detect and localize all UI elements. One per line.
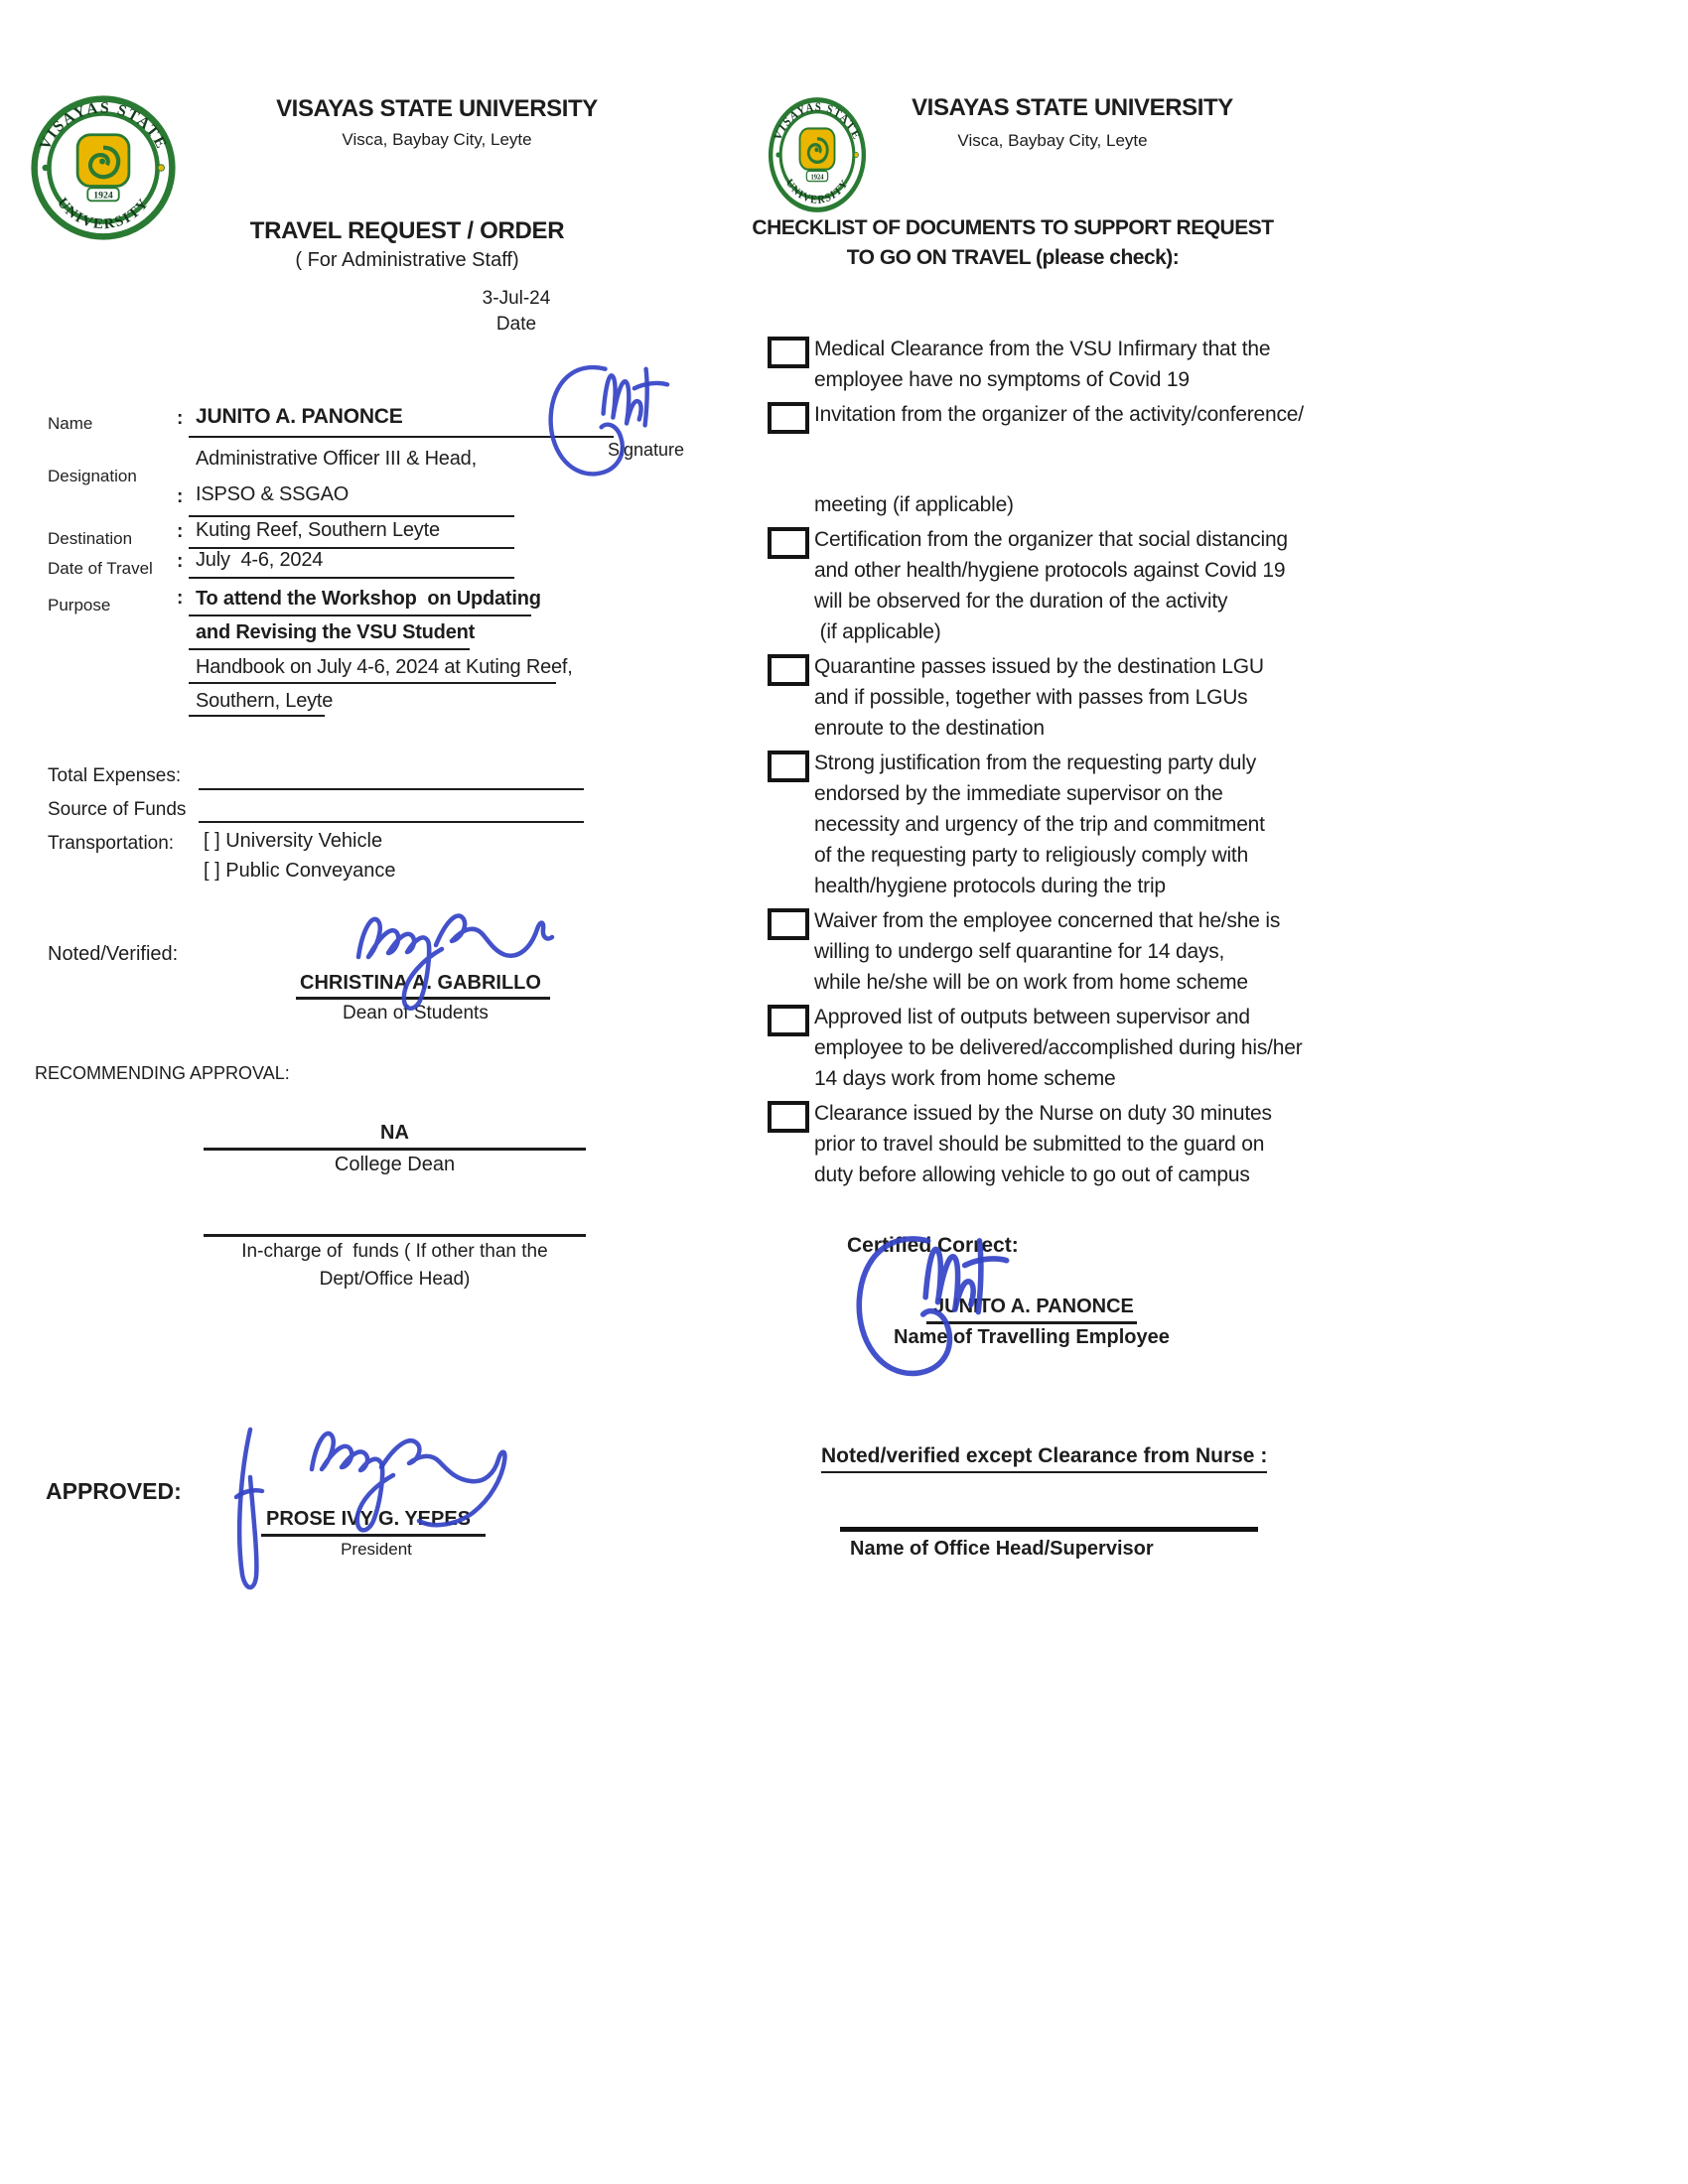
logo-left-ornament <box>42 165 48 171</box>
designation-underline <box>189 515 514 517</box>
transport-option-public-conveyance[interactable]: [ ] Public Conveyance <box>204 860 396 882</box>
approved-name: PROSE IVY G. YEPES <box>266 1508 472 1530</box>
checkbox[interactable] <box>768 908 809 940</box>
checklist-item-text: employee to be delivered/accomplished during his/her <box>814 1036 1303 1059</box>
purpose-line-4: Southern, Leyte <box>196 690 334 712</box>
checklist-item <box>768 1098 1463 1190</box>
checklist-item-text: endorsed by the immediate supervisor on the <box>814 782 1223 805</box>
checklist-item-text: necessity and urgency of the trip and commitment <box>814 813 1265 836</box>
noted-verified-name: CHRISTINA A. GABRILLO <box>300 972 541 994</box>
checklist-item-text: meeting (if applicable) <box>814 493 1014 516</box>
travel-date-value: July 4-6, 2024 <box>196 549 324 571</box>
incharge-funds-label-line1: In-charge of funds ( If other than the <box>241 1241 548 1262</box>
purpose-underline-2 <box>189 648 470 650</box>
travel-date-underline <box>189 577 514 579</box>
logo-ring-top-text: VISAYAS STATE <box>36 99 171 153</box>
logo-ring-top-text: VISAYAS STATE <box>772 99 863 143</box>
destination-label: Destination <box>48 529 133 548</box>
checklist-item-text: Medical Clearance from the VSU Infirmary that the <box>814 338 1271 360</box>
form-date-label: Date <box>495 314 537 335</box>
total-expenses-label: Total Expenses: <box>48 765 182 786</box>
checklist-title-line2: TO GO ON TRAVEL (please check): <box>846 246 1180 269</box>
logo-ring-bottom-text: UNIVERSITY <box>54 195 153 233</box>
checkbox[interactable] <box>768 337 809 368</box>
recommending-approval-label: RECOMMENDING APPROVAL: <box>35 1063 290 1083</box>
name-label: Name <box>48 414 93 433</box>
checklist-title-line1: CHECKLIST OF DOCUMENTS TO SUPPORT REQUEST <box>752 216 1274 239</box>
checklist-item-text: prior to travel should be submitted to the guard on <box>814 1133 1265 1156</box>
travel-date-colon: : <box>177 551 184 572</box>
destination-colon: : <box>177 521 184 542</box>
purpose-line-2: and Revising the VSU Student <box>196 621 476 643</box>
checkbox[interactable] <box>768 1101 809 1133</box>
college-dean-line <box>204 1148 586 1151</box>
checklist-item <box>768 905 1463 998</box>
checklist-item-text: employee have no symptoms of Covid 19 <box>814 368 1190 391</box>
purpose-underline-1 <box>189 614 531 616</box>
source-of-funds-label: Source of Funds <box>48 799 187 820</box>
form-subtitle: ( For Administrative Staff) <box>295 249 519 271</box>
logo-year: 1924 <box>810 172 824 182</box>
form-title: TRAVEL REQUEST / ORDER <box>249 217 565 244</box>
designation-line2: ISPSO & SSGAO <box>196 483 350 505</box>
right-university-address: Visca, Baybay City, Leyte <box>957 131 1148 150</box>
checklist-item <box>768 748 1463 901</box>
noted-verified-title: Dean of Students <box>343 1003 489 1024</box>
purpose-underline-3 <box>189 682 556 684</box>
purpose-label: Purpose <box>48 596 111 614</box>
signature-junito-panonce <box>544 355 711 486</box>
checkbox[interactable] <box>768 654 809 686</box>
signature-prose-ivy-yepes <box>216 1392 509 1605</box>
source-of-funds-blank-line <box>199 821 584 823</box>
purpose-colon: : <box>177 588 184 609</box>
travel-date-label: Date of Travel <box>48 559 153 578</box>
checklist-item-text: health/hygiene protocols during the trip <box>814 875 1166 897</box>
designation-line1: Administrative Officer III & Head, <box>196 448 477 470</box>
checklist-item-text: while he/she will be on work from home scheme <box>814 971 1248 994</box>
incharge-funds-line <box>204 1234 586 1237</box>
checklist-item-text: Invitation from the organizer of the activity/conference/ <box>814 403 1304 426</box>
checklist-item <box>768 399 1463 520</box>
checklist-item <box>768 1002 1463 1094</box>
designation-label: Designation <box>48 467 137 485</box>
college-dean-value: NA <box>380 1122 409 1144</box>
vsu-logo-left <box>30 94 177 241</box>
checklist-item <box>768 524 1463 647</box>
certified-name: JUNITO A. PANONCE <box>933 1296 1134 1317</box>
purpose-line-3: Handbook on July 4-6, 2024 at Kuting Reef, <box>196 656 578 678</box>
approved-label: APPROVED: <box>46 1478 182 1504</box>
logo-ring-bottom-text: UNIVERSITY <box>783 176 851 207</box>
incharge-funds-label-line2: Dept/Office Head) <box>319 1269 471 1290</box>
checklist-item-text: enroute to the destination <box>814 717 1045 740</box>
form-date-value: 3-Jul-24 <box>482 288 551 309</box>
checklist-item-text: duty before allowing vehicle to go out of campus <box>814 1163 1250 1186</box>
checklist-item-text: Strong justification from the requesting party duly <box>814 751 1257 774</box>
total-expenses-blank-line <box>199 788 584 790</box>
checklist-item-text: Quarantine passes issued by the destination LGU <box>814 655 1264 678</box>
right-university-name: VISAYAS STATE UNIVERSITY <box>912 94 1233 121</box>
checkbox[interactable] <box>768 402 809 434</box>
signature-label: Signature <box>608 440 685 460</box>
noted-except-label: Noted/verified except Clearance from Nurse : <box>821 1444 1267 1473</box>
checklist-item-text: willing to undergo self quarantine for 14 days, <box>814 940 1225 963</box>
noted-verified-label: Noted/Verified: <box>48 943 179 965</box>
approved-title: President <box>341 1540 412 1559</box>
college-dean-label: College Dean <box>334 1154 456 1175</box>
signature-christina-gabrillo <box>352 866 566 1015</box>
checklist-item-text: Certification from the organizer that social distancing <box>814 528 1288 551</box>
checkbox[interactable] <box>768 751 809 782</box>
destination-value: Kuting Reef, Southern Leyte <box>196 519 440 541</box>
checklist-item-text: and other health/hygiene protocols against Covid 19 <box>814 559 1286 582</box>
checklist-item-text: of the requesting party to religiously comply with <box>814 844 1249 867</box>
left-university-name: VISAYAS STATE UNIVERSITY <box>276 95 598 122</box>
checklist-item-text: and if possible, together with passes from LGUs <box>814 686 1248 709</box>
transport-option-university-vehicle[interactable]: [ ] University Vehicle <box>204 830 383 852</box>
office-head-label: Name of Office Head/Supervisor <box>850 1538 1154 1560</box>
logo-year: 1924 <box>93 190 113 202</box>
checkbox[interactable] <box>768 527 809 559</box>
checklist-item <box>768 334 1463 395</box>
name-colon: : <box>177 408 184 429</box>
logo-right-ornament <box>158 165 164 171</box>
checklist-item-text: will be observed for the duration of the activity <box>814 590 1228 613</box>
signature-junito-panonce-certified <box>852 1223 1060 1390</box>
checklist-item-text: Approved list of outputs between supervisor and <box>814 1006 1250 1028</box>
checklist-item-text: 14 days work from home scheme <box>814 1067 1116 1090</box>
vsu-logo-right <box>768 96 867 213</box>
checklist-item-text: (if applicable) <box>814 620 941 643</box>
checklist-item <box>768 651 1463 744</box>
left-university-address: Visca, Baybay City, Leyte <box>342 130 532 149</box>
office-head-blank-line <box>840 1527 1258 1532</box>
certified-title: Name of Travelling Employee <box>894 1326 1170 1348</box>
checklist-item-text: Clearance issued by the Nurse on duty 30 minutes <box>814 1102 1272 1125</box>
checklist-items <box>768 334 1463 1190</box>
certified-correct-label: Certified Correct: <box>847 1234 1019 1257</box>
transportation-label: Transportation: <box>48 833 175 854</box>
checkbox[interactable] <box>768 1005 809 1036</box>
designation-colon: : <box>177 486 184 507</box>
name-value: JUNITO A. PANONCE <box>196 405 403 428</box>
purpose-line-1: To attend the Workshop on Updating <box>196 588 541 610</box>
purpose-underline-4 <box>189 715 325 717</box>
checklist-item-text: Waiver from the employee concerned that he/she is <box>814 909 1281 932</box>
